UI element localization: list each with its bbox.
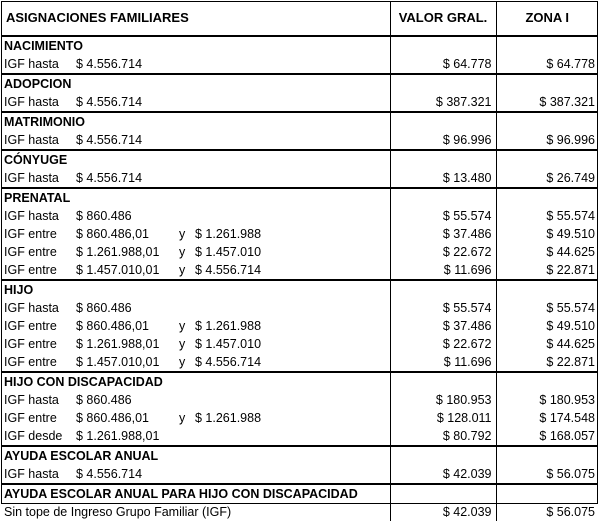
igf-label: IGF entre: [4, 337, 57, 351]
row-description: [1, 353, 390, 372]
amount-from: $ 860.486,01: [76, 319, 149, 333]
zona-i-cell: $ 55.574: [496, 299, 598, 317]
amount-from: $ 1.261.988,01: [76, 337, 160, 351]
valor-gral-cell: $ 13.480: [390, 169, 496, 188]
row-description: [1, 317, 390, 335]
table-row: [1, 465, 598, 484]
amount-from: $ 860.486,01: [76, 411, 149, 425]
amount-to: $ 4.556.714: [195, 263, 262, 277]
group-title: ADOPCION: [4, 77, 72, 91]
group-4: [1, 188, 598, 280]
amount-from: $ 860.486: [76, 301, 132, 315]
conjunction-y: y: [179, 227, 186, 241]
group-title-row: [1, 280, 598, 299]
zona-i-cell: $ 56.075: [496, 465, 598, 484]
amount-to: $ 1.261.988: [195, 319, 262, 333]
amount-from: $ 4.556.714: [76, 95, 143, 109]
igf-label: IGF entre: [4, 227, 57, 241]
header-row: [1, 1, 598, 36]
conjunction-y: y: [179, 263, 186, 277]
row-description: [1, 55, 390, 74]
group-7: [1, 446, 598, 484]
row-description: [1, 93, 390, 112]
header-zona-i: ZONA I: [496, 1, 598, 36]
amount-from: $ 4.556.714: [76, 57, 143, 71]
empty-cell: [390, 372, 496, 391]
conjunction-y: y: [179, 337, 186, 351]
zona-i-cell: $ 26.749: [496, 169, 598, 188]
igf-label: IGF hasta: [4, 209, 59, 223]
igf-label: IGF entre: [4, 245, 57, 259]
empty-cell: [496, 446, 598, 465]
empty-cell: [496, 484, 598, 503]
empty-cell: [496, 150, 598, 169]
table-row: [1, 391, 598, 409]
table-row: [1, 131, 598, 150]
amount-from: $ 1.457.010,01: [76, 355, 160, 369]
empty-cell: [390, 150, 496, 169]
row-plain-text: Sin tope de Ingreso Grupo Familiar (IGF): [4, 505, 232, 519]
group-title-row: [1, 484, 598, 503]
valor-gral-cell: $ 55.574: [390, 207, 496, 225]
igf-label: IGF hasta: [4, 57, 59, 71]
empty-cell: [390, 446, 496, 465]
zona-i-cell: $ 174.548: [496, 409, 598, 427]
row-description: [1, 207, 390, 225]
table-row: [1, 243, 598, 261]
amount-from: $ 4.556.714: [76, 171, 143, 185]
amount-to: $ 1.261.988: [195, 227, 262, 241]
empty-cell: [496, 112, 598, 131]
amount-to: $ 1.457.010: [195, 337, 262, 351]
group-title: CÓNYUGE: [4, 153, 68, 167]
zona-i-cell: $ 44.625: [496, 335, 598, 353]
conjunction-y: y: [179, 355, 186, 369]
conjunction-y: y: [179, 411, 186, 425]
table-row: [1, 317, 598, 335]
row-description: [1, 409, 390, 427]
zona-i-cell: $ 168.057: [496, 427, 598, 446]
group-title-row: [1, 150, 598, 169]
row-description: [1, 335, 390, 353]
row-description: [1, 131, 390, 150]
amount-from: $ 4.556.714: [76, 133, 143, 147]
asignaciones-table: [1, 1, 598, 521]
valor-gral-cell: $ 55.574: [390, 299, 496, 317]
conjunction-y: y: [179, 245, 186, 259]
empty-cell: [496, 188, 598, 207]
group-title: HIJO CON DISCAPACIDAD: [4, 375, 163, 389]
group-title-row: [1, 446, 598, 465]
valor-gral-cell: $ 42.039: [390, 465, 496, 484]
group-6: [1, 372, 598, 446]
group-1: [1, 74, 598, 112]
valor-gral-cell: $ 37.486: [390, 225, 496, 243]
header-valor-gral: VALOR GRAL.: [390, 1, 496, 36]
empty-cell: [496, 280, 598, 299]
valor-gral-cell: $ 11.696: [390, 261, 496, 280]
valor-gral-cell: $ 128.011: [390, 409, 496, 427]
group-title-row: [1, 74, 598, 93]
valor-gral-cell: $ 42.039: [390, 503, 496, 521]
zona-i-cell: $ 55.574: [496, 207, 598, 225]
zona-i-cell: $ 64.778: [496, 55, 598, 74]
zona-i-cell: $ 49.510: [496, 317, 598, 335]
valor-gral-cell: $ 22.672: [390, 243, 496, 261]
valor-gral-cell: $ 80.792: [390, 427, 496, 446]
zona-i-cell: $ 180.953: [496, 391, 598, 409]
table-row: [1, 409, 598, 427]
group-8: [1, 484, 598, 521]
zona-i-cell: $ 49.510: [496, 225, 598, 243]
table-row: [1, 335, 598, 353]
amount-from: $ 860.486: [76, 393, 132, 407]
igf-label: IGF hasta: [4, 133, 59, 147]
empty-cell: [390, 74, 496, 93]
igf-label: IGF entre: [4, 411, 57, 425]
row-description: [1, 299, 390, 317]
zona-i-cell: $ 387.321: [496, 93, 598, 112]
zona-i-cell: $ 44.625: [496, 243, 598, 261]
igf-label: IGF hasta: [4, 467, 59, 481]
group-title: AYUDA ESCOLAR ANUAL: [4, 449, 159, 463]
zona-i-cell: $ 56.075: [496, 503, 598, 521]
row-description: [1, 243, 390, 261]
group-title: PRENATAL: [4, 191, 71, 205]
table-row: [1, 261, 598, 280]
empty-cell: [390, 36, 496, 55]
valor-gral-cell: $ 22.672: [390, 335, 496, 353]
row-description: [1, 465, 390, 484]
group-5: [1, 280, 598, 372]
amount-from: $ 860.486,01: [76, 227, 149, 241]
empty-cell: [390, 112, 496, 131]
valor-gral-cell: $ 37.486: [390, 317, 496, 335]
amount-to: $ 4.556.714: [195, 355, 262, 369]
row-description: [1, 169, 390, 188]
table-row: [1, 55, 598, 74]
igf-label: IGF hasta: [4, 393, 59, 407]
igf-label: IGF entre: [4, 319, 57, 333]
group-title: MATRIMONIO: [4, 115, 86, 129]
valor-gral-cell: $ 96.996: [390, 131, 496, 150]
group-3: [1, 150, 598, 188]
zona-i-cell: $ 22.871: [496, 261, 598, 280]
empty-cell: [390, 280, 496, 299]
row-description: [1, 225, 390, 243]
conjunction-y: y: [179, 319, 186, 333]
empty-cell: [496, 74, 598, 93]
amount-from: $ 1.261.988,01: [76, 245, 160, 259]
row-description: [1, 261, 390, 280]
row-description: [1, 427, 390, 446]
table-row: [1, 169, 598, 188]
amount-from: $ 4.556.714: [76, 467, 143, 481]
table-row: [1, 427, 598, 446]
zona-i-cell: $ 96.996: [496, 131, 598, 150]
table-row: [1, 207, 598, 225]
igf-label: IGF desde: [4, 429, 63, 443]
table-row: [1, 93, 598, 112]
group-title-row: [1, 372, 598, 391]
table-row: [1, 353, 598, 372]
table-row: [1, 299, 598, 317]
amount-to: $ 1.261.988: [195, 411, 262, 425]
group-title-row: [1, 188, 598, 207]
group-title: AYUDA ESCOLAR ANUAL PARA HIJO CON DISCAPACIDAD: [4, 487, 358, 501]
empty-cell: [496, 36, 598, 55]
amount-from: $ 1.457.010,01: [76, 263, 160, 277]
table-row: [1, 225, 598, 243]
igf-label: IGF hasta: [4, 95, 59, 109]
valor-gral-cell: $ 387.321: [390, 93, 496, 112]
group-title-row: [1, 36, 598, 55]
igf-label: IGF entre: [4, 355, 57, 369]
header-asignaciones: ASIGNACIONES FAMILIARES: [1, 1, 390, 36]
zona-i-cell: $ 22.871: [496, 353, 598, 372]
igf-label: IGF hasta: [4, 171, 59, 185]
amount-from: $ 1.261.988,01: [76, 429, 160, 443]
empty-cell: [390, 484, 496, 503]
valor-gral-cell: $ 11.696: [390, 353, 496, 372]
group-title-row: [1, 112, 598, 131]
igf-label: IGF entre: [4, 263, 57, 277]
amount-from: $ 860.486: [76, 209, 132, 223]
empty-cell: [496, 372, 598, 391]
valor-gral-cell: $ 64.778: [390, 55, 496, 74]
empty-cell: [390, 188, 496, 207]
group-0: [1, 36, 598, 74]
valor-gral-cell: $ 180.953: [390, 391, 496, 409]
row-description: [1, 391, 390, 409]
igf-label: IGF hasta: [4, 301, 59, 315]
amount-to: $ 1.457.010: [195, 245, 262, 259]
group-title: NACIMIENTO: [4, 39, 83, 53]
group-title: HIJO: [4, 283, 34, 297]
group-2: [1, 112, 598, 150]
